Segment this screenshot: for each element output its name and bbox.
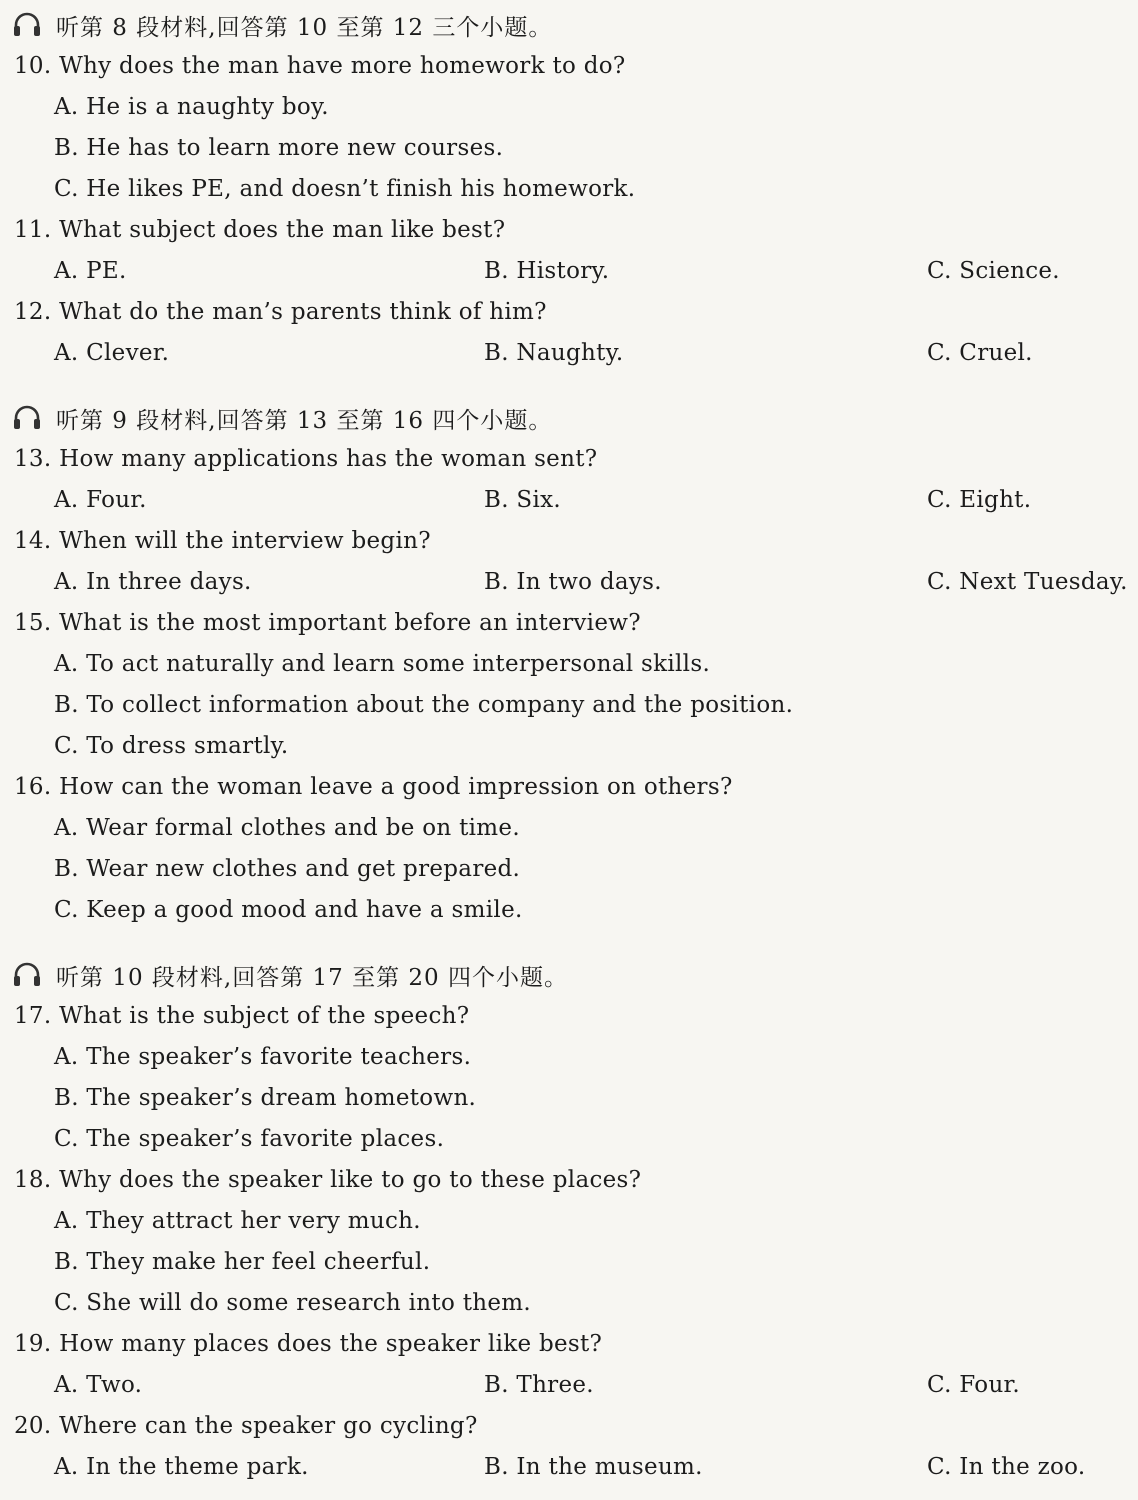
option-10c: C. He likes PE, and doesn’t finish his homework. (54, 176, 636, 202)
section-header (12, 10, 552, 40)
option-18c: C. She will do some research into them. (54, 1290, 532, 1316)
option-16c: C. Keep a good mood and have a smile. (54, 897, 523, 923)
question-14: 14. When will the interview begin? (14, 528, 431, 554)
question-17: 17. What is the subject of the speech? (14, 1003, 470, 1029)
option-18b: B. They make her feel cheerful. (54, 1249, 431, 1275)
headphones-icon (12, 12, 42, 38)
option-19b: B. Three. (484, 1372, 594, 1398)
question-11: 11. What subject does the man like best? (14, 217, 506, 243)
option-15c: C. To dress smartly. (54, 733, 289, 759)
option-12a: A. Clever. (54, 340, 170, 366)
option-17c: C. The speaker’s favorite places. (54, 1126, 445, 1152)
option-10b: B. He has to learn more new courses. (54, 135, 504, 161)
option-14b: B. In two days. (484, 569, 662, 595)
section-title: 听第 9 段材料,回答第 13 至第 16 四个小题。 (56, 407, 553, 434)
option-11a: A. PE. (54, 258, 127, 284)
option-15b: B. To collect information about the company and the position. (54, 692, 794, 718)
option-13c: C. Eight. (927, 487, 1032, 513)
headphones-icon (12, 962, 42, 988)
option-20b: B. In the museum. (484, 1454, 703, 1480)
headphones-icon (12, 405, 42, 431)
option-13b: B. Six. (484, 487, 562, 513)
question-19: 19. How many places does the speaker like best? (14, 1331, 603, 1357)
option-19c: C. Four. (927, 1372, 1020, 1398)
option-17b: B. The speaker’s dream hometown. (54, 1085, 477, 1111)
question-13: 13. How many applications has the woman sent? (14, 446, 598, 472)
question-20: 20. Where can the speaker go cycling? (14, 1413, 478, 1439)
option-10a: A. He is a naughty boy. (54, 94, 329, 120)
option-18a: A. They attract her very much. (54, 1208, 421, 1234)
section-header (12, 960, 568, 990)
option-12c: C. Cruel. (927, 340, 1033, 366)
option-15a: A. To act naturally and learn some interpersonal skills. (54, 651, 711, 677)
option-20a: A. In the theme park. (54, 1454, 309, 1480)
question-16: 16. How can the woman leave a good impression on others? (14, 774, 733, 800)
question-10: 10. Why does the man have more homework to do? (14, 53, 626, 79)
option-16a: A. Wear formal clothes and be on time. (54, 815, 520, 841)
section-header (12, 403, 552, 433)
option-11b: B. History. (484, 258, 610, 284)
option-17a: A. The speaker’s favorite teachers. (54, 1044, 472, 1070)
question-15: 15. What is the most important before an interview? (14, 610, 641, 636)
option-14c: C. Next Tuesday. (927, 569, 1128, 595)
section-title: 听第 8 段材料,回答第 10 至第 12 三个小题。 (56, 14, 553, 41)
option-11c: C. Science. (927, 258, 1060, 284)
option-14a: A. In three days. (54, 569, 252, 595)
option-13a: A. Four. (54, 487, 147, 513)
option-20c: C. In the zoo. (927, 1454, 1086, 1480)
section-title: 听第 10 段材料,回答第 17 至第 20 四个小题。 (56, 964, 568, 991)
option-16b: B. Wear new clothes and get prepared. (54, 856, 521, 882)
question-12: 12. What do the man’s parents think of him? (14, 299, 547, 325)
option-19a: A. Two. (54, 1372, 143, 1398)
option-12b: B. Naughty. (484, 340, 624, 366)
question-18: 18. Why does the speaker like to go to these places? (14, 1167, 642, 1193)
